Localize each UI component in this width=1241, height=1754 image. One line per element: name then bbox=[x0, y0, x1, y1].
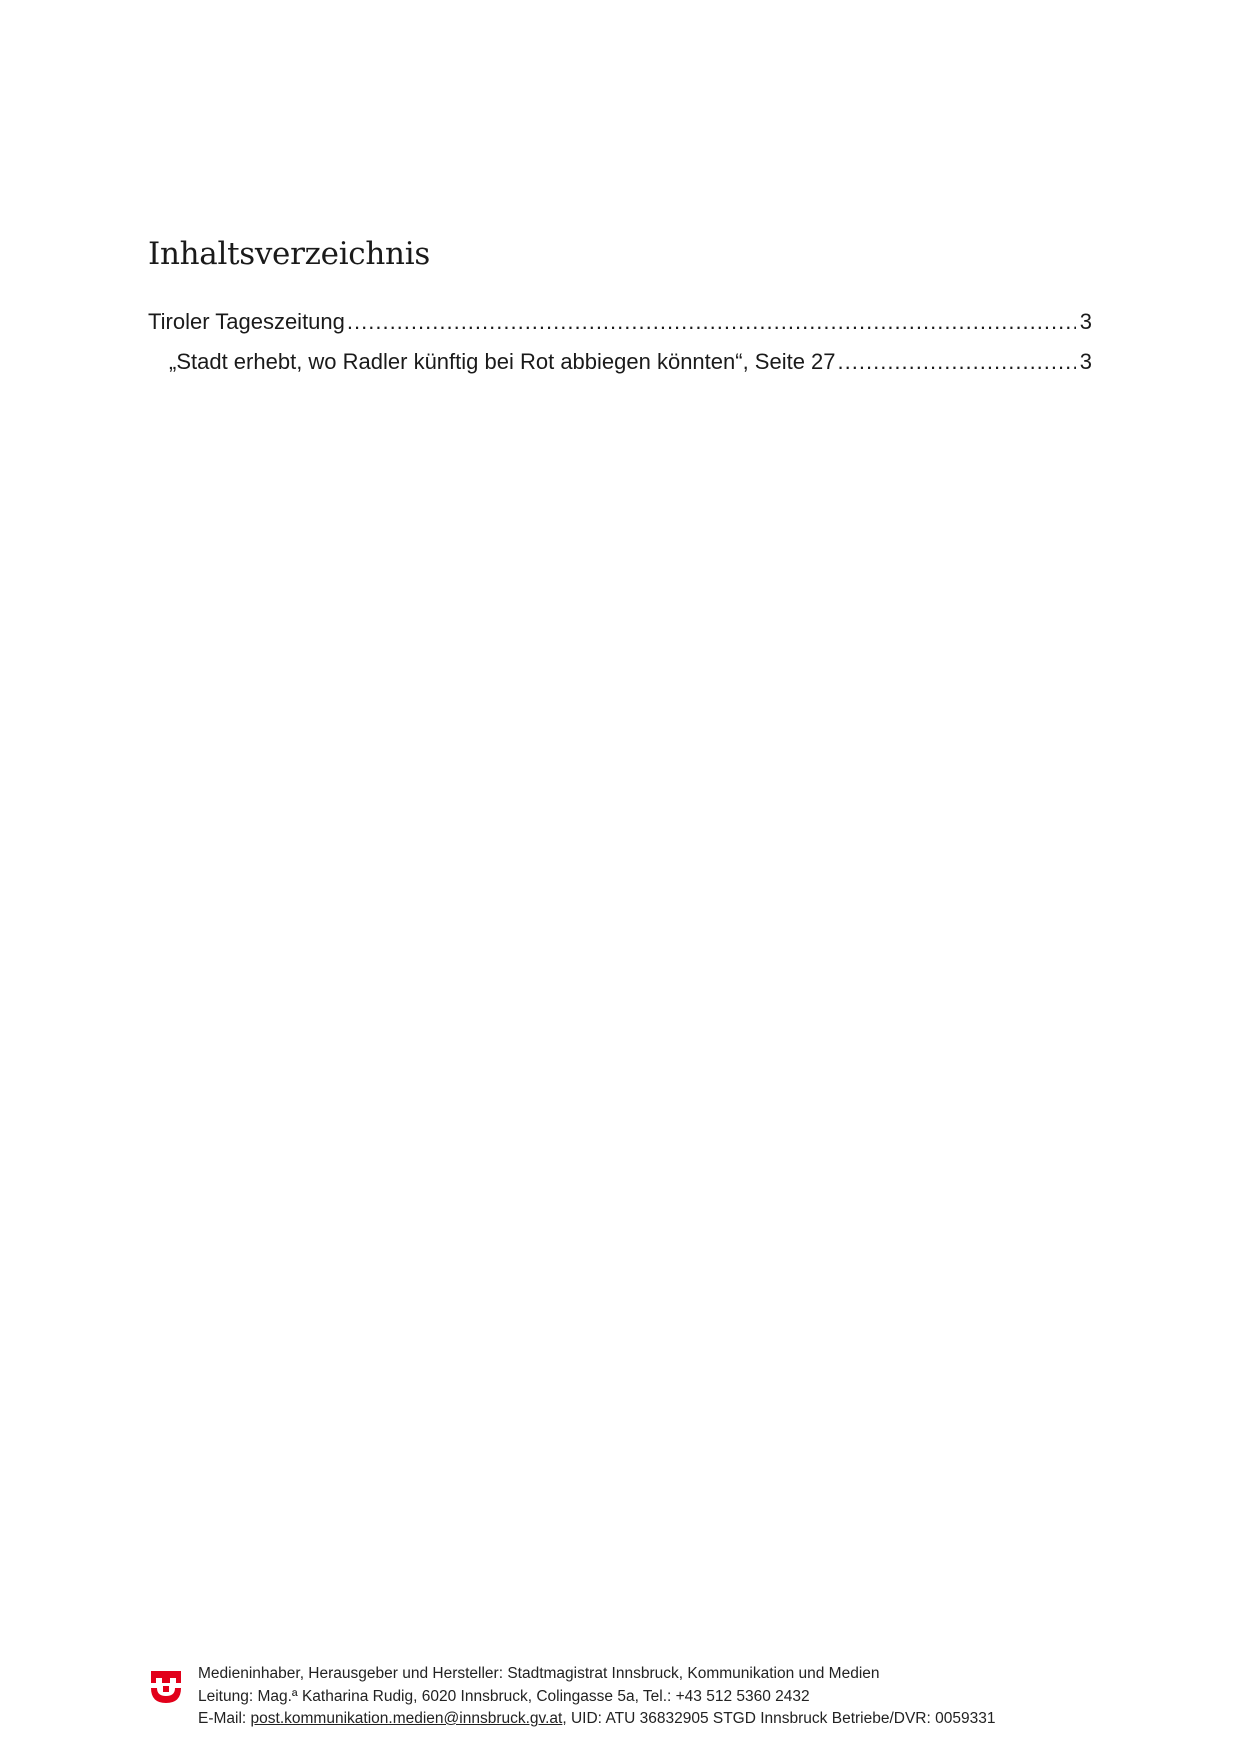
toc-entry[interactable] bbox=[169, 349, 1092, 375]
toc-entry-title: Tiroler Tageszeitung bbox=[148, 309, 345, 334]
toc-dot-leader bbox=[347, 309, 1076, 335]
page-footer bbox=[148, 1663, 1108, 1743]
footer-registration-info: , UID: ATU 36832905 STGD Innsbruck Betriebe/DVR: 0059331 bbox=[562, 1710, 996, 1727]
footer-email-label: E-Mail: bbox=[198, 1710, 251, 1727]
toc-entry-title: „Stadt erhebt, wo Radler künftig bei Rot abbiegen könnten“, Seite 27 bbox=[169, 349, 836, 374]
innsbruck-city-logo-icon bbox=[150, 1665, 182, 1705]
footer-management-line: Leitung: Mag.ª Katharina Rudig, 6020 Innsbruck, Colingasse 5a, Tel.: +43 512 5360 2432 bbox=[198, 1687, 810, 1705]
toc-heading: Inhaltsverzeichnis bbox=[148, 236, 430, 272]
footer-email-link[interactable]: post.kommunikation.medien@innsbruck.gv.at bbox=[250, 1710, 563, 1727]
toc-dot-leader bbox=[838, 349, 1076, 375]
toc-entry[interactable] bbox=[148, 309, 1092, 335]
footer-publisher-line: Medieninhaber, Herausgeber und Hersteller: Stadtmagistrat Innsbruck, Kommunikation und Medien bbox=[198, 1665, 880, 1682]
footer-imprint bbox=[198, 1663, 995, 1731]
toc-entry-page: 3 bbox=[1079, 349, 1092, 374]
footer-contact-line bbox=[198, 1708, 995, 1731]
toc-entry-page: 3 bbox=[1079, 309, 1092, 334]
